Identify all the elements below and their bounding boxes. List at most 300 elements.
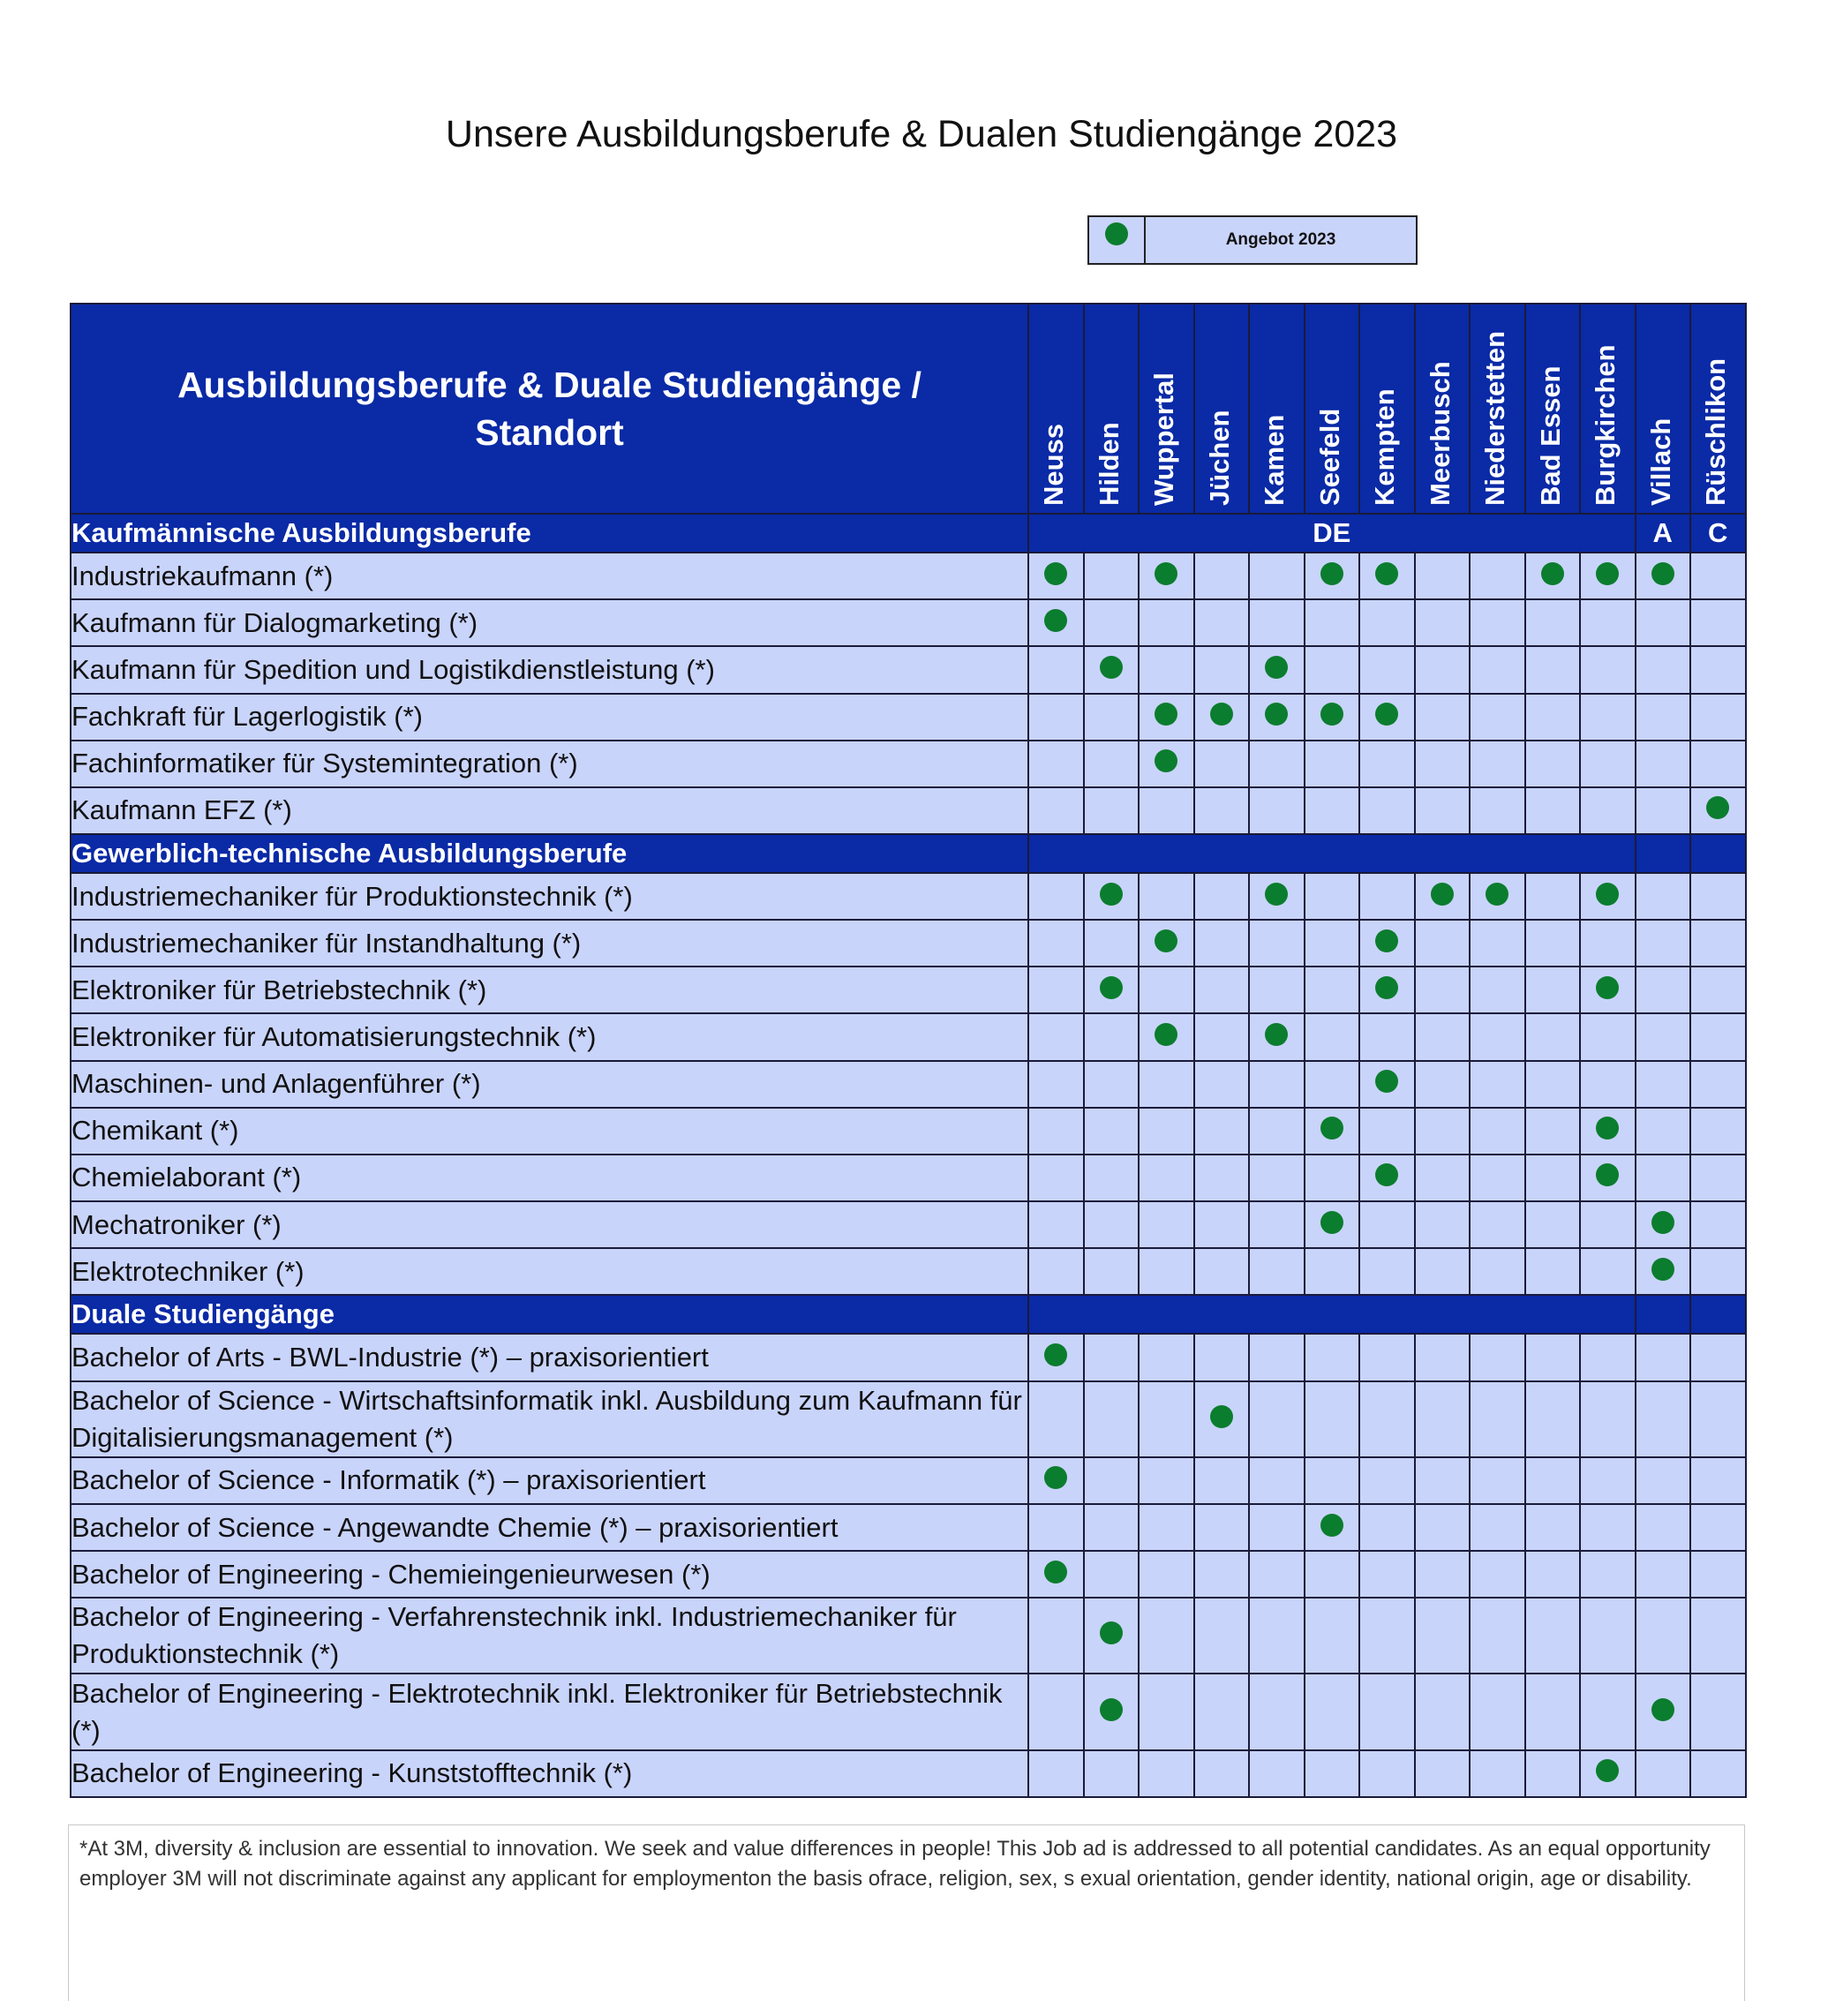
- location-cell: [1580, 967, 1636, 1013]
- location-cell: [1194, 599, 1250, 646]
- location-cell: [1415, 967, 1471, 1013]
- location-cell: [1636, 1155, 1691, 1201]
- location-cell: [1084, 694, 1140, 741]
- offer-dot-icon: [1210, 703, 1233, 726]
- location-cell: [1084, 1504, 1140, 1551]
- location-cell: [1028, 1504, 1084, 1551]
- location-cell: [1525, 873, 1581, 920]
- location-cell: [1690, 1551, 1746, 1598]
- country-label-a: A: [1636, 514, 1691, 553]
- location-cell: [1580, 646, 1636, 693]
- location-cell: [1028, 553, 1084, 599]
- location-cell: [1194, 1334, 1250, 1380]
- location-cell: [1084, 1551, 1140, 1598]
- offer-dot-icon: [1320, 562, 1343, 585]
- table-row: [71, 920, 1746, 967]
- header-title-line2: Standort: [475, 412, 624, 453]
- location-cell: [1690, 646, 1746, 693]
- location-cell: [1249, 1598, 1305, 1674]
- location-cell: [1305, 1551, 1360, 1598]
- location-cell: [1139, 599, 1194, 646]
- location-cell: [1028, 1674, 1084, 1749]
- location-cell: [1690, 1061, 1746, 1108]
- offer-dot-icon: [1375, 1163, 1398, 1186]
- location-cell: [1139, 967, 1194, 1013]
- program-name: Industriemechaniker für Produktionstechnik (*): [71, 873, 1028, 920]
- location-cell: [1249, 967, 1305, 1013]
- location-cell: [1028, 1334, 1084, 1380]
- location-cell: [1525, 920, 1581, 967]
- location-cell: [1305, 1750, 1360, 1797]
- program-name: Chemielaborant (*): [71, 1155, 1028, 1201]
- program-name: Bachelor of Arts - BWL-Industrie (*) – praxisorientiert: [71, 1334, 1028, 1380]
- location-cell: [1305, 1155, 1360, 1201]
- location-cell: [1525, 646, 1581, 693]
- location-cell: [1415, 599, 1471, 646]
- location-cell: [1249, 920, 1305, 967]
- location-cell: [1194, 1108, 1250, 1155]
- location-cell: [1690, 599, 1746, 646]
- program-name: Industriemechaniker für Instandhaltung (*): [71, 920, 1028, 967]
- location-cell: [1580, 1457, 1636, 1504]
- location-cell: [1139, 1061, 1194, 1108]
- location-cell: [1415, 1248, 1471, 1295]
- location-cell: [1028, 1201, 1084, 1248]
- location-cell: [1415, 741, 1471, 787]
- location-cell: [1359, 967, 1415, 1013]
- location-cell: [1028, 1108, 1084, 1155]
- location-cell: [1249, 646, 1305, 693]
- location-cell: [1636, 1248, 1691, 1295]
- location-cell: [1690, 1108, 1746, 1155]
- location-cell: [1194, 967, 1250, 1013]
- location-cell: [1084, 1750, 1140, 1797]
- location-cell: [1580, 1248, 1636, 1295]
- location-cell: [1470, 1061, 1525, 1108]
- location-cell: [1580, 1155, 1636, 1201]
- location-cell: [1249, 1248, 1305, 1295]
- program-name: Bachelor of Engineering - Kunststofftechnik (*): [71, 1750, 1028, 1797]
- location-cell: [1359, 1381, 1415, 1457]
- location-cell: [1525, 1551, 1581, 1598]
- location-cell: [1415, 1061, 1471, 1108]
- location-cell: [1525, 1598, 1581, 1674]
- offer-dot-icon: [1320, 1514, 1343, 1537]
- legend-label: Angebot 2023: [1225, 230, 1336, 249]
- location-cell: [1525, 1381, 1581, 1457]
- location-cell: [1359, 1061, 1415, 1108]
- location-cell: [1139, 920, 1194, 967]
- location-cell: [1028, 1381, 1084, 1457]
- location-cell: [1690, 1334, 1746, 1380]
- location-cell: [1470, 1248, 1525, 1295]
- location-cell: [1580, 1598, 1636, 1674]
- location-cell: [1084, 1013, 1140, 1060]
- location-cell: [1690, 967, 1746, 1013]
- location-cell: [1305, 967, 1360, 1013]
- location-cell: [1470, 1598, 1525, 1674]
- footnote: *At 3M, diversity & inclusion are essential to innovation. We seek and value differences in people! This Job ad is addressed to all potential candidates. As an equal opportunity employer 3M will not discriminate against any applicant for employmenton the basis ofrace, religion, sex, s exual orientation, gender identity, national origin, age or disability.: [68, 1824, 1745, 2001]
- location-cell: [1415, 1108, 1471, 1155]
- country-label-c: [1690, 1295, 1746, 1334]
- location-cell: [1470, 1750, 1525, 1797]
- location-cell: [1194, 741, 1250, 787]
- location-cell: [1470, 1674, 1525, 1749]
- location-cell: [1305, 873, 1360, 920]
- location-cell: [1690, 694, 1746, 741]
- location-header: [1139, 304, 1194, 514]
- location-cell: [1305, 553, 1360, 599]
- table-row: [71, 553, 1746, 599]
- location-cell: [1249, 1551, 1305, 1598]
- offer-dot-icon: [1651, 1258, 1674, 1281]
- location-cell: [1415, 1750, 1471, 1797]
- offer-dot-icon: [1651, 1211, 1674, 1234]
- location-cell: [1580, 920, 1636, 967]
- location-cell: [1415, 1551, 1471, 1598]
- location-cell: [1690, 1674, 1746, 1749]
- table-header-row: [71, 304, 1746, 514]
- program-name: Industriekaufmann (*): [71, 553, 1028, 599]
- offer-dot-icon: [1044, 562, 1067, 585]
- location-header: [1636, 304, 1691, 514]
- country-label-c: [1690, 834, 1746, 873]
- location-cell: [1359, 553, 1415, 599]
- legend-swatch: [1089, 217, 1146, 263]
- location-cell: [1636, 741, 1691, 787]
- location-cell: [1525, 787, 1581, 834]
- location-label: Kempten: [1369, 388, 1401, 506]
- location-cell: [1305, 920, 1360, 967]
- location-cell: [1470, 553, 1525, 599]
- location-cell: [1249, 1108, 1305, 1155]
- location-cell: [1249, 1334, 1305, 1380]
- location-cell: [1359, 694, 1415, 741]
- location-cell: [1470, 787, 1525, 834]
- location-cell: [1690, 1457, 1746, 1504]
- location-cell: [1525, 1750, 1581, 1797]
- location-cell: [1028, 741, 1084, 787]
- location-cell: [1084, 1598, 1140, 1674]
- offer-dot-icon: [1706, 796, 1729, 819]
- offer-dot-icon: [1265, 883, 1288, 906]
- location-cell: [1249, 694, 1305, 741]
- location-cell: [1139, 1750, 1194, 1797]
- location-header: [1028, 304, 1084, 514]
- location-cell: [1580, 1750, 1636, 1797]
- offer-dot-icon: [1596, 1117, 1619, 1140]
- location-cell: [1139, 694, 1194, 741]
- location-cell: [1470, 1334, 1525, 1380]
- location-cell: [1580, 694, 1636, 741]
- location-cell: [1580, 787, 1636, 834]
- location-cell: [1415, 1598, 1471, 1674]
- location-cell: [1636, 553, 1691, 599]
- location-cell: [1470, 1108, 1525, 1155]
- location-cell: [1415, 1201, 1471, 1248]
- location-cell: [1139, 646, 1194, 693]
- location-cell: [1305, 694, 1360, 741]
- offer-dot-icon: [1155, 703, 1177, 726]
- location-cell: [1028, 599, 1084, 646]
- location-cell: [1636, 1334, 1691, 1380]
- location-cell: [1470, 1551, 1525, 1598]
- table-row: [71, 1551, 1746, 1598]
- location-cell: [1636, 1061, 1691, 1108]
- program-name: Fachkraft für Lagerlogistik (*): [71, 694, 1028, 741]
- location-cell: [1580, 1551, 1636, 1598]
- program-name: Kaufmann für Spedition und Logistikdienstleistung (*): [71, 646, 1028, 693]
- location-cell: [1415, 694, 1471, 741]
- location-cell: [1028, 1457, 1084, 1504]
- location-label: Neuss: [1038, 423, 1070, 506]
- location-cell: [1139, 787, 1194, 834]
- location-cell: [1139, 1551, 1194, 1598]
- offer-dot-icon: [1105, 222, 1128, 245]
- location-cell: [1690, 920, 1746, 967]
- table-row: [71, 1598, 1746, 1674]
- program-name: Bachelor of Science - Wirtschaftsinformatik inkl. Ausbildung zum Kaufmann für Digitalisierungsmanagement (*): [71, 1381, 1028, 1457]
- table-row: [71, 873, 1746, 920]
- offer-dot-icon: [1265, 703, 1288, 726]
- location-label: Bad Essen: [1534, 365, 1566, 506]
- table-row: [71, 741, 1746, 787]
- program-name: Bachelor of Science - Angewandte Chemie (*) – praxisorientiert: [71, 1504, 1028, 1551]
- section-title: Kaufmännische Ausbildungsberufe: [71, 514, 1028, 553]
- location-cell: [1415, 553, 1471, 599]
- location-cell: [1194, 1598, 1250, 1674]
- country-label-de: [1028, 1295, 1636, 1334]
- location-cell: [1028, 787, 1084, 834]
- table-row: [71, 1013, 1746, 1060]
- table-row: [71, 1061, 1746, 1108]
- location-cell: [1305, 1381, 1360, 1457]
- location-cell: [1194, 873, 1250, 920]
- section-header-row: [71, 834, 1746, 873]
- location-cell: [1525, 1457, 1581, 1504]
- location-cell: [1415, 1334, 1471, 1380]
- location-cell: [1249, 873, 1305, 920]
- offer-dot-icon: [1210, 1405, 1233, 1428]
- offer-dot-icon: [1100, 1698, 1123, 1721]
- table-row: [71, 967, 1746, 1013]
- program-name: Elektrotechniker (*): [71, 1248, 1028, 1295]
- location-cell: [1470, 1155, 1525, 1201]
- location-cell: [1359, 1108, 1415, 1155]
- location-cell: [1636, 873, 1691, 920]
- location-cell: [1028, 1750, 1084, 1797]
- location-cell: [1305, 1061, 1360, 1108]
- offer-dot-icon: [1155, 1023, 1177, 1046]
- location-cell: [1084, 599, 1140, 646]
- location-cell: [1359, 787, 1415, 834]
- location-cell: [1139, 1381, 1194, 1457]
- location-label: Niederstetten: [1479, 330, 1511, 506]
- program-name: Chemikant (*): [71, 1108, 1028, 1155]
- location-header: [1084, 304, 1140, 514]
- location-header: [1690, 304, 1746, 514]
- location-cell: [1028, 967, 1084, 1013]
- location-cell: [1084, 873, 1140, 920]
- location-cell: [1139, 741, 1194, 787]
- program-name: Bachelor of Science - Informatik (*) – praxisorientiert: [71, 1457, 1028, 1504]
- location-cell: [1470, 599, 1525, 646]
- location-cell: [1305, 646, 1360, 693]
- location-cell: [1139, 1201, 1194, 1248]
- location-cell: [1139, 1108, 1194, 1155]
- location-cell: [1084, 646, 1140, 693]
- location-cell: [1470, 646, 1525, 693]
- location-cell: [1194, 1381, 1250, 1457]
- location-cell: [1690, 1201, 1746, 1248]
- location-cell: [1359, 1201, 1415, 1248]
- location-cell: [1415, 873, 1471, 920]
- table-row: [71, 1674, 1746, 1749]
- location-cell: [1028, 1061, 1084, 1108]
- location-cell: [1636, 1750, 1691, 1797]
- location-cell: [1636, 1674, 1691, 1749]
- offer-dot-icon: [1596, 1163, 1619, 1186]
- location-cell: [1525, 694, 1581, 741]
- location-cell: [1690, 553, 1746, 599]
- location-cell: [1415, 1674, 1471, 1749]
- location-cell: [1525, 1334, 1581, 1380]
- location-label: Meerbusch: [1424, 361, 1456, 506]
- program-name: Bachelor of Engineering - Elektrotechnik inkl. Elektroniker für Betriebstechnik (*): [71, 1674, 1028, 1749]
- section-header-row: [71, 1295, 1746, 1334]
- location-cell: [1194, 1457, 1250, 1504]
- location-cell: [1139, 1155, 1194, 1201]
- location-cell: [1028, 646, 1084, 693]
- location-cell: [1028, 1551, 1084, 1598]
- offer-dot-icon: [1265, 656, 1288, 679]
- location-cell: [1636, 694, 1691, 741]
- location-cell: [1084, 1108, 1140, 1155]
- location-cell: [1359, 1551, 1415, 1598]
- location-cell: [1470, 1201, 1525, 1248]
- location-cell: [1415, 1381, 1471, 1457]
- offer-dot-icon: [1044, 1343, 1067, 1366]
- offer-dot-icon: [1651, 562, 1674, 585]
- table-row: [71, 1457, 1746, 1504]
- location-cell: [1249, 1013, 1305, 1060]
- location-cell: [1028, 920, 1084, 967]
- location-cell: [1194, 694, 1250, 741]
- location-cell: [1359, 1248, 1415, 1295]
- location-cell: [1359, 1750, 1415, 1797]
- location-cell: [1305, 1013, 1360, 1060]
- table-row: [71, 1381, 1746, 1457]
- offer-dot-icon: [1155, 749, 1177, 772]
- location-cell: [1084, 1201, 1140, 1248]
- location-cell: [1580, 1108, 1636, 1155]
- location-cell: [1690, 1248, 1746, 1295]
- location-cell: [1249, 741, 1305, 787]
- location-cell: [1525, 741, 1581, 787]
- location-cell: [1359, 920, 1415, 967]
- location-cell: [1690, 1598, 1746, 1674]
- offer-dot-icon: [1596, 562, 1619, 585]
- location-cell: [1415, 1013, 1471, 1060]
- location-cell: [1415, 646, 1471, 693]
- page-title: Unsere Ausbildungsberufe & Dualen Studiengänge 2023: [445, 113, 1398, 155]
- location-cell: [1249, 599, 1305, 646]
- program-name: Bachelor of Engineering - Verfahrenstechnik inkl. Industriemechaniker für Produktionstechnik (*): [71, 1598, 1028, 1674]
- location-label: Seefeld: [1313, 408, 1345, 506]
- location-cell: [1415, 1457, 1471, 1504]
- offer-dot-icon: [1265, 1023, 1288, 1046]
- location-cell: [1194, 787, 1250, 834]
- location-cell: [1305, 1674, 1360, 1749]
- location-cell: [1084, 1334, 1140, 1380]
- section-title: Gewerblich-technische Ausbildungsberufe: [71, 834, 1028, 873]
- offer-dot-icon: [1100, 976, 1123, 999]
- location-cell: [1028, 1248, 1084, 1295]
- location-cell: [1525, 1674, 1581, 1749]
- offer-dot-icon: [1596, 883, 1619, 906]
- location-cell: [1305, 1457, 1360, 1504]
- location-cell: [1359, 1504, 1415, 1551]
- offer-table: [70, 303, 1747, 1798]
- location-cell: [1249, 1201, 1305, 1248]
- location-cell: [1194, 920, 1250, 967]
- location-header: [1525, 304, 1581, 514]
- location-cell: [1636, 1108, 1691, 1155]
- location-cell: [1249, 1457, 1305, 1504]
- location-cell: [1028, 694, 1084, 741]
- table-row: [71, 1201, 1746, 1248]
- location-cell: [1580, 1504, 1636, 1551]
- table-row: [71, 1504, 1746, 1551]
- location-cell: [1359, 1013, 1415, 1060]
- location-label: Rüschlikon: [1700, 357, 1732, 506]
- location-cell: [1249, 787, 1305, 834]
- location-cell: [1194, 1013, 1250, 1060]
- offer-dot-icon: [1596, 1759, 1619, 1782]
- location-cell: [1249, 1155, 1305, 1201]
- location-cell: [1525, 1155, 1581, 1201]
- location-cell: [1525, 1108, 1581, 1155]
- location-cell: [1194, 1504, 1250, 1551]
- location-cell: [1359, 741, 1415, 787]
- location-cell: [1139, 1248, 1194, 1295]
- table-row: [71, 1248, 1746, 1295]
- program-name: Kaufmann EFZ (*): [71, 787, 1028, 834]
- location-header: [1194, 304, 1250, 514]
- offer-dot-icon: [1541, 562, 1564, 585]
- offer-dot-icon: [1320, 1211, 1343, 1234]
- location-cell: [1636, 1504, 1691, 1551]
- program-name: Maschinen- und Anlagenführer (*): [71, 1061, 1028, 1108]
- location-cell: [1636, 1201, 1691, 1248]
- offer-dot-icon: [1100, 1621, 1123, 1644]
- location-cell: [1139, 1674, 1194, 1749]
- location-cell: [1194, 1750, 1250, 1797]
- offer-dot-icon: [1155, 562, 1177, 585]
- location-label: Kamen: [1259, 414, 1290, 506]
- location-cell: [1470, 1381, 1525, 1457]
- country-label-de: [1028, 834, 1636, 873]
- location-header: [1305, 304, 1360, 514]
- location-cell: [1636, 920, 1691, 967]
- offer-dot-icon: [1596, 976, 1619, 999]
- location-cell: [1084, 553, 1140, 599]
- offer-dot-icon: [1155, 929, 1177, 952]
- location-cell: [1690, 1013, 1746, 1060]
- location-cell: [1084, 1457, 1140, 1504]
- location-cell: [1249, 1381, 1305, 1457]
- location-cell: [1359, 1457, 1415, 1504]
